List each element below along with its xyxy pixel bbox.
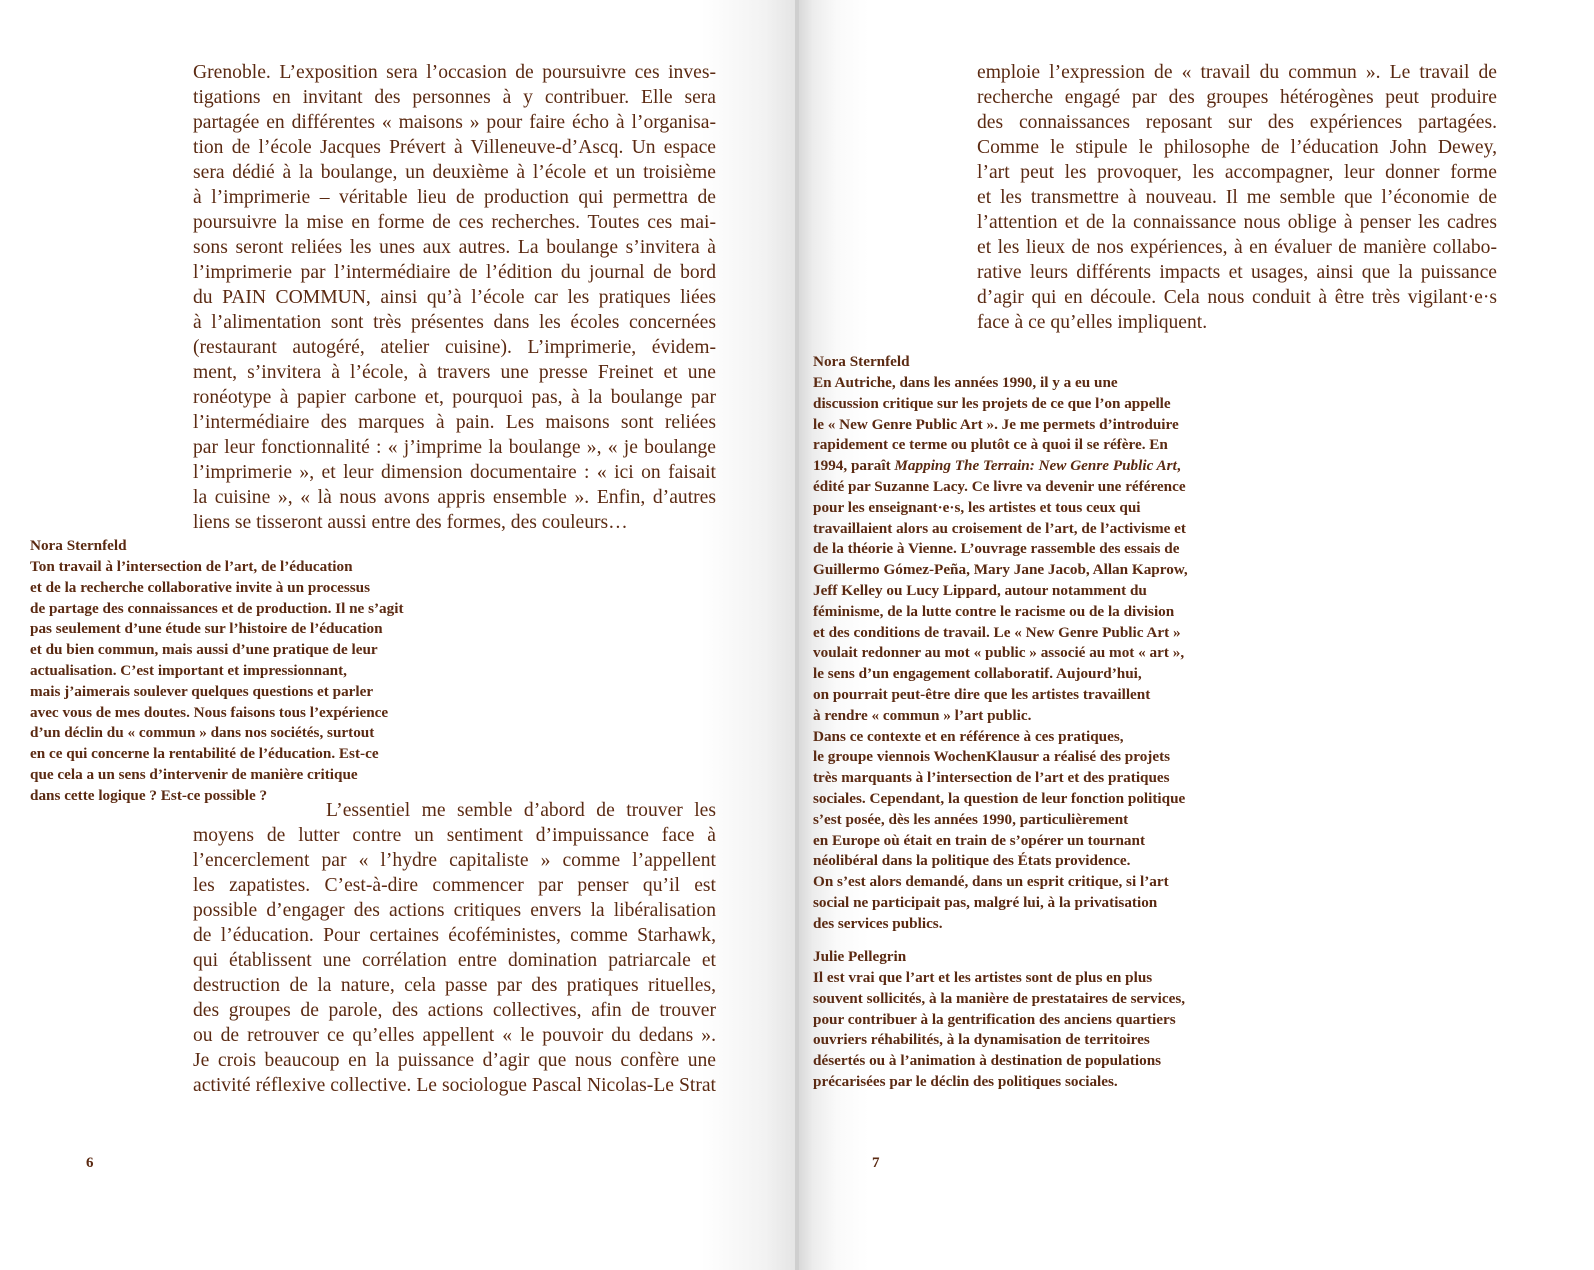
text-line: Guillermo Gómez-Peña, Mary Jane Jacob, Allan Kaprow, xyxy=(813,561,1188,579)
text-line: et les lieux de nos expériences, à en évaluer de manière collabo- xyxy=(977,237,1497,258)
text-line: travaillaient alors au croisement de l’art, de l’activisme et xyxy=(813,519,1186,537)
text-line: poursuivre la mise en forme de ces recherches. Toutes ces mai- xyxy=(193,212,716,233)
left-body-paragraph xyxy=(193,60,716,535)
text-line: l’encerclement par « l’hydre capitaliste » comme l’appellent xyxy=(193,850,716,871)
text-line: et du bien commun, mais aussi d’une pratique de leur xyxy=(30,641,378,659)
text-line: recherche engagé par des groupes hétérogènes peut produire xyxy=(977,87,1497,108)
text-line: ouvriers réhabilités, à la dynamisation de territoires xyxy=(813,1031,1150,1049)
speaker-name: Nora Sternfeld xyxy=(813,353,910,370)
interview-question xyxy=(30,557,490,807)
text-line: désertés ou à l’animation à destination de populations xyxy=(813,1052,1162,1070)
text-line: que cela a un sens d’intervenir de manière critique xyxy=(30,765,358,783)
text-line: Grenoble. L’exposition sera l’occasion de poursuivre ces inves- xyxy=(193,62,716,83)
text-line: tigations en invitant des personnes à y contribuer. Elle sera xyxy=(193,87,716,108)
text-line: d’un déclin du « commun » dans nos sociétés, surtout xyxy=(30,724,375,742)
text-line: l’imprimerie », et leur dimension documentaire : « ici on faisait xyxy=(193,462,716,483)
text-line: par leur fonctionnalité : « j’imprime la boulange », « je boulange xyxy=(193,437,716,458)
text-line: en Europe où était en train de s’opérer un tournant xyxy=(813,831,1146,849)
text-line: s’est posée, dès les années 1990, particulièrement xyxy=(813,810,1129,828)
text-fragment: 1994, paraît xyxy=(813,457,895,475)
text-line: ronéotype à papier carbone et, pourquoi pas, à la boulange par xyxy=(193,387,716,408)
text-line: d’agir qui en découle. Cela nous conduit à être très vigilant·e·s xyxy=(977,287,1497,308)
text-line: face à ce qu’elles impliquent. xyxy=(977,312,1208,333)
text-line: activité réflexive collective. Le sociologue Pascal Nicolas-Le Strat xyxy=(193,1075,716,1096)
text-line: On s’est alors demandé, dans un esprit critique, si l’art xyxy=(813,873,1169,891)
text-line: moyens de lutter contre un sentiment d’impuissance face à xyxy=(193,825,716,846)
text-line: rapidement ce terme ou plutôt ce à quoi il se réfère. En xyxy=(813,436,1168,454)
text-line: édité par Suzanne Lacy. Ce livre va devenir une référence xyxy=(813,477,1186,495)
text-line: Jeff Kelley ou Lucy Lippard, autour notamment du xyxy=(813,581,1147,599)
text-line: de partage des connaissances et de production. Il ne s’agit xyxy=(30,599,404,617)
answer-paragraph xyxy=(193,823,716,1098)
text-line: le sens d’un engagement collaboratif. Aujourd’hui, xyxy=(813,665,1142,683)
text-line: des connaissances reposant sur des expériences partagées. xyxy=(977,112,1497,133)
book-title: Mapping The Terrain: New Genre Public Art xyxy=(894,457,1177,475)
text-line: le groupe viennois WochenKlausur a réalisé des projets xyxy=(813,748,1171,766)
text-line: pas seulement d’une étude sur l’histoire de l’éducation xyxy=(30,620,383,638)
text-line: qui établissent une corrélation entre domination patriarcale et xyxy=(193,950,716,971)
text-line: Comme le stipule le philosophe de l’éducation John Dewey, xyxy=(977,137,1497,158)
text-line: à l’imprimerie – véritable lieu de production qui permettra de xyxy=(193,187,716,208)
text-line: néolibéral dans la politique des États providence. xyxy=(813,852,1131,870)
text-line: pour les enseignant·e·s, les artistes et tous ceux qui xyxy=(813,498,1141,516)
interview-question xyxy=(813,373,1273,935)
text-line: emploie l’expression de « travail du commun ». Le travail de xyxy=(977,62,1497,83)
text-line: pour contribuer à la gentrification des anciens quartiers xyxy=(813,1010,1176,1028)
text-line xyxy=(813,456,1273,477)
text-line: Ton travail à l’intersection de l’art, de l’éducation xyxy=(30,558,353,575)
text-line: partagée en différentes « maisons » pour faire écho à l’organisa- xyxy=(193,112,716,133)
text-line: ou de retrouver ce qu’elles appellent « le pouvoir du dedans ». xyxy=(193,1025,716,1046)
page-number: 7 xyxy=(872,1155,880,1171)
right-page xyxy=(797,0,1594,1270)
text-line: destruction de la nature, cela passe par des pratiques rituelles, xyxy=(193,975,716,996)
text-line: sociales. Cependant, la question de leur fonction politique xyxy=(813,789,1186,807)
text-line: Il est vrai que l’art et les artistes sont de plus en plus xyxy=(813,969,1153,986)
text-line: voulait redonner au mot « public » associé au mot « art », xyxy=(813,644,1185,662)
text-line: de l’éducation. Pour certaines écoféministes, comme Starhawk, xyxy=(193,925,716,946)
text-line: Dans ce contexte et en référence à ces pratiques, xyxy=(813,727,1124,745)
text-line: très marquants à l’intersection de l’art et des pratiques xyxy=(813,769,1170,787)
text-line: l’art peut les provoquer, les accompagner, leur donner forme xyxy=(977,162,1497,183)
text-line: le « New Genre Public Art ». Je me permets d’introduire xyxy=(813,415,1179,433)
text-line: féminisme, de la lutte contre le racisme ou de la division xyxy=(813,602,1175,620)
text-line: la cuisine », « là nous avons appris ensemble ». Enfin, d’autres xyxy=(193,487,716,508)
text-line: social ne participait pas, malgré lui, à la privatisation xyxy=(813,893,1158,911)
text-line: mais j’aimerais soulever quelques questions et parler xyxy=(30,682,374,700)
text-line: sons seront reliées les unes aux autres. La boulange s’invitera à xyxy=(193,237,716,258)
text-line: L’essentiel me semble d’abord de trouver les xyxy=(326,800,716,821)
text-line: on pourrait peut-être dire que les artistes travaillent xyxy=(813,685,1151,703)
text-line: (restaurant autogéré, atelier cuisine). L’imprimerie, évidem- xyxy=(193,337,716,358)
text-line: avec vous de mes doutes. Nous faisons tous l’expérience xyxy=(30,703,389,721)
speaker-name: Julie Pellegrin xyxy=(813,948,907,965)
text-line: en ce qui concerne la rentabilité de l’éducation. Est-ce xyxy=(30,745,379,763)
text-line: des groupes de parole, des actions collectives, afin de trouver xyxy=(193,1000,716,1021)
text-line: souvent sollicités, à la manière de prestataires de services, xyxy=(813,989,1186,1007)
page-number: 6 xyxy=(86,1155,94,1171)
text-line: l’attention et de la connaissance nous oblige à penser les cadres xyxy=(977,212,1497,233)
text-line: à rendre « commun » l’art public. xyxy=(813,706,1032,724)
text-line: du PAIN COMMUN, ainsi qu’à l’école car les pratiques liées xyxy=(193,287,716,308)
text-line: les zapatistes. C’est-à-dire commencer par penser qu’il est xyxy=(193,875,716,896)
text-line: et des conditions de travail. Le « New Genre Public Art » xyxy=(813,623,1181,641)
book-gutter xyxy=(795,0,799,1270)
text-line: à l’alimentation sont très présentes dans les écoles concernées xyxy=(193,312,716,333)
speaker-name: Nora Sternfeld xyxy=(30,537,127,554)
text-line: possible d’engager des actions critiques envers la libéralisation xyxy=(193,900,716,921)
text-line: l’imprimerie par l’intermédiaire de l’édition du journal de bord xyxy=(193,262,716,283)
text-line: actualisation. C’est important et impressionnant, xyxy=(30,661,347,679)
text-line: dans cette logique ? Est-ce possible ? xyxy=(30,786,268,804)
text-line: sera dédié à la boulange, un deuxième à l’école et un troisième xyxy=(193,162,716,183)
text-line: de la théorie à Vienne. L’ouvrage rassemble des essais de xyxy=(813,540,1180,558)
text-fragment: , xyxy=(1176,457,1181,475)
text-line: des services publics. xyxy=(813,914,943,932)
text-line: l’intermédiaire des marques à pain. Les maisons sont reliées xyxy=(193,412,716,433)
text-line: tion de l’école Jacques Prévert à Villeneuve-d’Ascq. Un espace xyxy=(193,137,716,158)
answer-first-line xyxy=(326,798,716,823)
text-line: et les transmettre à nouveau. Il me semble que l’économie de xyxy=(977,187,1497,208)
right-body-paragraph xyxy=(977,60,1497,335)
text-line: discussion critique sur les projets de ce que l’on appelle xyxy=(813,394,1171,412)
text-line: En Autriche, dans les années 1990, il y a eu une xyxy=(813,374,1118,391)
text-line: rative leurs différents impacts et usages, ainsi que la puissance xyxy=(977,262,1497,283)
text-line: ment, s’invitera à l’école, à travers une presse Freinet et une xyxy=(193,362,716,383)
text-line: liens se tisseront aussi entre des formes, des couleurs… xyxy=(193,512,628,533)
interview-question xyxy=(813,968,1273,1093)
text-line: précarisées par le déclin des politiques sociales. xyxy=(813,1072,1118,1090)
text-line: Je crois beaucoup en la puissance d’agir que nous confère une xyxy=(193,1050,716,1071)
text-line: et de la recherche collaborative invite à un processus xyxy=(30,578,370,596)
